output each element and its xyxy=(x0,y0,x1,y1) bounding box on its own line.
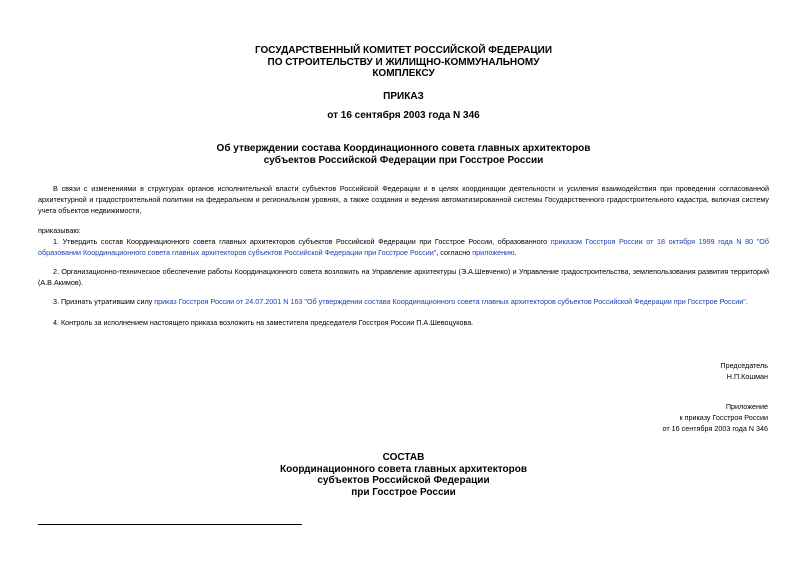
item-3-text: 3. Признать утратившим силу xyxy=(53,297,155,306)
signature-role: Председатель xyxy=(720,361,768,370)
appendix-link[interactable]: приложению xyxy=(472,248,515,257)
item-3-end: . xyxy=(745,297,748,306)
appendix-label: Приложение xyxy=(725,402,768,411)
signature-block xyxy=(720,360,768,382)
issuer-line-3: КОМПЛЕКСУ xyxy=(372,68,435,79)
doc-type: ПРИКАЗ xyxy=(383,91,424,102)
composition-line-2: субъектов Российской Федерации xyxy=(317,475,490,486)
order-163-link[interactable]: приказ Госстроя России от 24.07.2001 N 163 "Об утверждении состава Координационного совета главных архитекторов субъектов Российской Федерации при Госстрое России" xyxy=(154,297,746,306)
composition-heading xyxy=(0,452,807,498)
issuer-heading xyxy=(0,45,807,80)
issuer-line-2: ПО СТРОИТЕЛЬСТВУ И ЖИЛИЩНО-КОММУНАЛЬНОМУ xyxy=(267,56,540,68)
order-80-link[interactable]: приказом Госстроя России от 18 октября 1999 года N 80 "Об образовании Координационного совета главных архитекторов субъектов Российской Федерации при Госстрое России" xyxy=(38,237,769,257)
item-4: 4. Контроль за исполнением настоящего приказа возложить на заместителя председателя Госстроя России П.А.Шевоцукова. xyxy=(53,318,474,327)
signature-name: Н.П.Кошман xyxy=(726,372,768,381)
item-1-end: . xyxy=(514,248,517,257)
subject-line-1: Об утверждении состава Координационного совета главных архитекторов xyxy=(216,143,591,154)
item-3 xyxy=(38,296,769,307)
composition-line-1: Координационного совета главных архитекторов xyxy=(280,463,527,475)
item-2: 2. Организационно-техническое обеспечение работы Координационного совета возложить на Управление архитектуры (Э.А.Шевченко) и Управление градостроительства, землепользования развития территорий (А.В.Акимов). xyxy=(38,267,769,287)
item-1-mid: , согласно xyxy=(436,248,473,257)
item-1 xyxy=(38,236,769,258)
order-word: приказываю: xyxy=(38,226,81,235)
footnote-divider xyxy=(38,524,302,525)
appendix-date: от 16 сентября 2003 года N 346 xyxy=(662,424,768,433)
subject-line-2: субъектов Российской Федерации при Госстрое России xyxy=(263,154,544,166)
issuer-line-1: ГОСУДАРСТВЕННЫЙ КОМИТЕТ РОССИЙСКОЙ ФЕДЕРАЦИИ xyxy=(254,45,553,56)
item-1-text: 1. Утвердить состав Координационного совета главных архитекторов субъектов Российской Федерации при Госстрое России, образованного xyxy=(53,237,551,246)
doc-date: от 16 сентября 2003 года N 346 xyxy=(327,110,480,121)
intro-paragraph: В связи с изменениями в структурах органов исполнительной власти субъектов Российской Федерации и в целях координации деятельности и усиления взаимодействия при проведении согласованной архитектурной и градостроительной политики на федеральном и региональном уровнях, а также создания и ведения автоматизированной системы Государственного градостроительного кадастра, включая систему учета объектов недвижимости, xyxy=(38,184,769,215)
composition-title: СОСТАВ xyxy=(382,452,425,463)
appendix-block xyxy=(663,401,768,434)
appendix-ref: к приказу Госстроя России xyxy=(679,413,768,422)
composition-line-3: при Госстрое России xyxy=(351,486,456,498)
doc-subject xyxy=(0,143,807,166)
